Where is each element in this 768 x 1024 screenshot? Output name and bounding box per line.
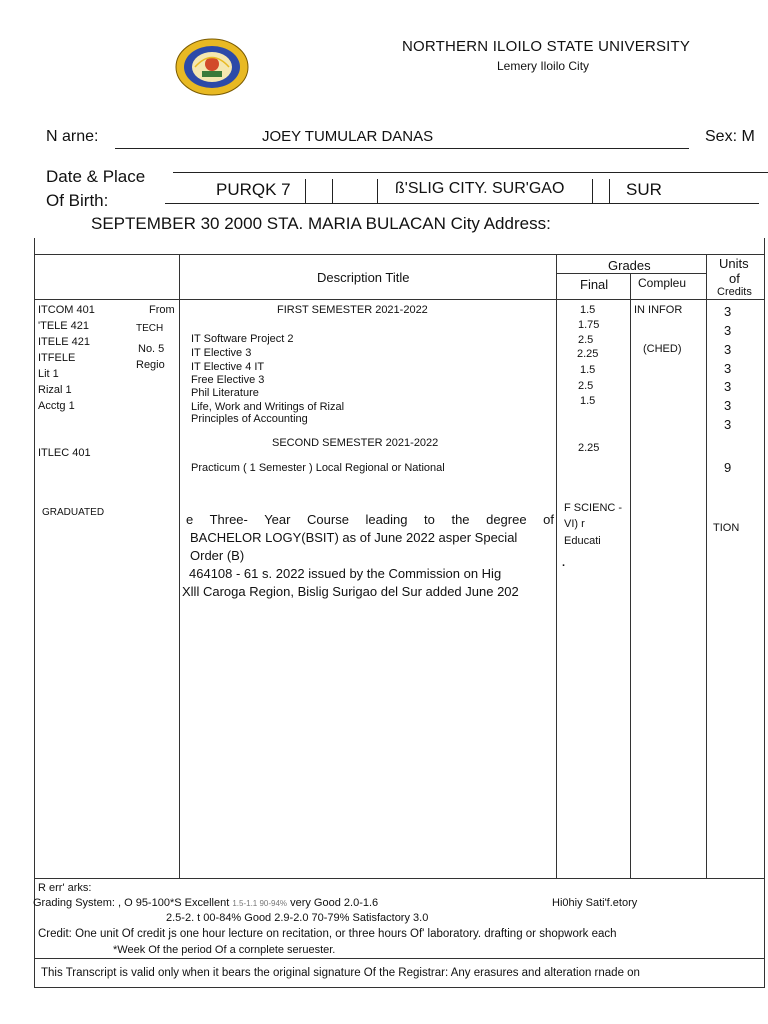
grading-high: Hi0hiy Sati'f.etory	[552, 897, 638, 909]
subject-title: IT Elective 3	[191, 347, 252, 359]
final-note: .	[562, 557, 566, 569]
sex-field: Sex: M	[705, 128, 755, 145]
subject-title: Practicum ( 1 Semester ) Local Regional or National	[191, 462, 445, 474]
compleu-col-divider	[630, 273, 631, 878]
desc-col-divider	[179, 254, 180, 878]
course-code: Rizal 1	[38, 384, 72, 396]
grading-line2: 2.5-2. t 00-84% Good 2.9-2.0 70-79% Satisfactory 3.0	[166, 912, 429, 924]
grading-text: very Good 2.0-1.6	[290, 897, 379, 909]
credit-definition: Credit: One unit Of credit js one hour lecture on recitation, or three hours Of' laboratory. drafting or shopwork each	[38, 928, 617, 940]
final-grade: 2.25	[578, 442, 600, 454]
unit-value: 3	[724, 398, 732, 413]
grades-header: Grades	[608, 258, 651, 273]
subject-title: Principles of Accounting	[191, 413, 308, 425]
from-note: From	[149, 304, 175, 316]
subject-title: IT Elective 4 IT	[191, 361, 265, 373]
unit-value: 3	[724, 379, 732, 394]
unit-note: TION	[713, 522, 740, 534]
unit-value: 3	[724, 342, 732, 357]
dob-underline	[165, 203, 759, 204]
subject-title: Free Elective 3	[191, 374, 265, 386]
final-grade: 2.5	[578, 334, 594, 346]
address-part-purok: PURQK 7	[216, 180, 291, 199]
address-part-city: ß'SLIG CITY. SUR'GAO	[395, 180, 565, 197]
address-divider	[305, 179, 306, 203]
course-code: ITCOM 401	[38, 304, 95, 316]
compleu-note: IN INFOR	[634, 304, 683, 316]
course-code: Acctg 1	[38, 400, 75, 412]
name-underline	[115, 148, 689, 149]
address-divider	[332, 179, 333, 203]
address-divider	[592, 179, 593, 203]
course-code: 'TELE 421	[38, 320, 90, 332]
subject-title: IT Software Project 2	[191, 333, 294, 345]
table-header-top	[34, 254, 764, 255]
remarks-bottom	[34, 958, 764, 959]
grading-faded: 1.5-1.1 90-94%	[232, 899, 288, 908]
final-grade: 1.5	[580, 364, 596, 376]
from-note: Regio	[136, 359, 165, 371]
name-value: JOEY TUMULAR DANAS	[262, 128, 434, 145]
graduation-line: Order (B)	[190, 548, 245, 563]
graduation-line: 464108 - 61 s. 2022 issued by the Commission on Hig	[189, 566, 502, 581]
week-definition: *Week Of the period Of a cornplete seruester.	[113, 944, 336, 956]
table-body-bottom	[34, 878, 764, 879]
address-part-province: SUR	[626, 180, 662, 199]
final-grade: 1.75	[578, 319, 600, 331]
university-seal-icon	[175, 38, 249, 96]
unit-value: 3	[724, 323, 732, 338]
table-header-bottom	[34, 299, 764, 300]
address-divider	[377, 179, 378, 203]
final-note: VI) r	[564, 518, 585, 530]
table-right-border	[764, 238, 765, 988]
dob-topline	[173, 172, 768, 173]
final-note: Educati	[564, 535, 601, 547]
units-header: Units	[719, 256, 749, 271]
from-note: TECH	[136, 323, 164, 334]
final-grade: 1.5	[580, 304, 596, 316]
compleu-note: (CHED)	[643, 343, 682, 355]
final-grade: 1.5	[580, 395, 596, 407]
semester-title: FIRST SEMESTER 2021-2022	[277, 304, 428, 316]
unit-value: 9	[724, 460, 732, 475]
dob-label-line2: Of Birth:	[46, 191, 109, 210]
name-label: N arne:	[46, 128, 99, 145]
final-note: F SCIENC -	[564, 502, 623, 514]
final-col-divider	[556, 254, 557, 878]
university-name: NORTHERN ILOILO STATE UNIVERSITY	[402, 38, 691, 55]
units-header-of: of	[729, 271, 740, 286]
course-code: ITLEC 401	[38, 447, 91, 459]
validity-statement: This Transcript is valid only when it bears the original signature Of the Registrar: Any erasures and alteration rnade on	[41, 967, 640, 979]
unit-value: 3	[724, 417, 732, 432]
final-grade: 2.25	[577, 348, 599, 360]
course-code: ITELE 421	[38, 336, 90, 348]
graduated-label: GRADUATED	[42, 507, 105, 518]
dob-label-line1: Date & Place	[46, 167, 146, 186]
semester-title: SECOND SEMESTER 2021-2022	[272, 437, 439, 449]
graduation-line: BACHELOR LOGY(BSIT) as of June 2022 asper Special	[190, 530, 518, 545]
course-code: ITFELE	[38, 352, 76, 364]
grades-subheader-line	[556, 273, 706, 274]
subject-title: Phil Literature	[191, 387, 259, 399]
graduation-statement	[182, 511, 554, 601]
credits-header: Credits	[717, 286, 752, 298]
birth-line: SEPTEMBER 30 2000 STA. MARIA BULACAN City Address:	[91, 214, 551, 233]
description-header: Description Title	[317, 270, 410, 285]
graduation-line: Xlll Caroga Region, Bislig Surigao del Sur added June 202	[182, 584, 519, 599]
unit-value: 3	[724, 361, 732, 376]
grading-system	[33, 897, 378, 909]
table-bottom	[34, 987, 764, 988]
university-city: Lemery Iloilo City	[497, 59, 590, 73]
course-code: Lit 1	[38, 368, 59, 380]
unit-value: 3	[724, 304, 732, 319]
table-left-border	[34, 238, 35, 988]
compleu-header: Compleu	[638, 276, 687, 290]
units-col-divider	[706, 254, 707, 878]
final-header: Final	[580, 277, 609, 292]
from-note: No. 5	[138, 343, 165, 355]
final-grade: 2.5	[578, 380, 594, 392]
address-divider	[609, 179, 610, 203]
grading-text: Grading System: , O 95-100*S Excellent	[33, 897, 230, 909]
remarks-title: R err' arks:	[38, 882, 92, 894]
graduation-line: e Three- Year Course leading to the degree of	[186, 512, 554, 527]
subject-title: Life, Work and Writings of Rizal	[191, 401, 345, 413]
